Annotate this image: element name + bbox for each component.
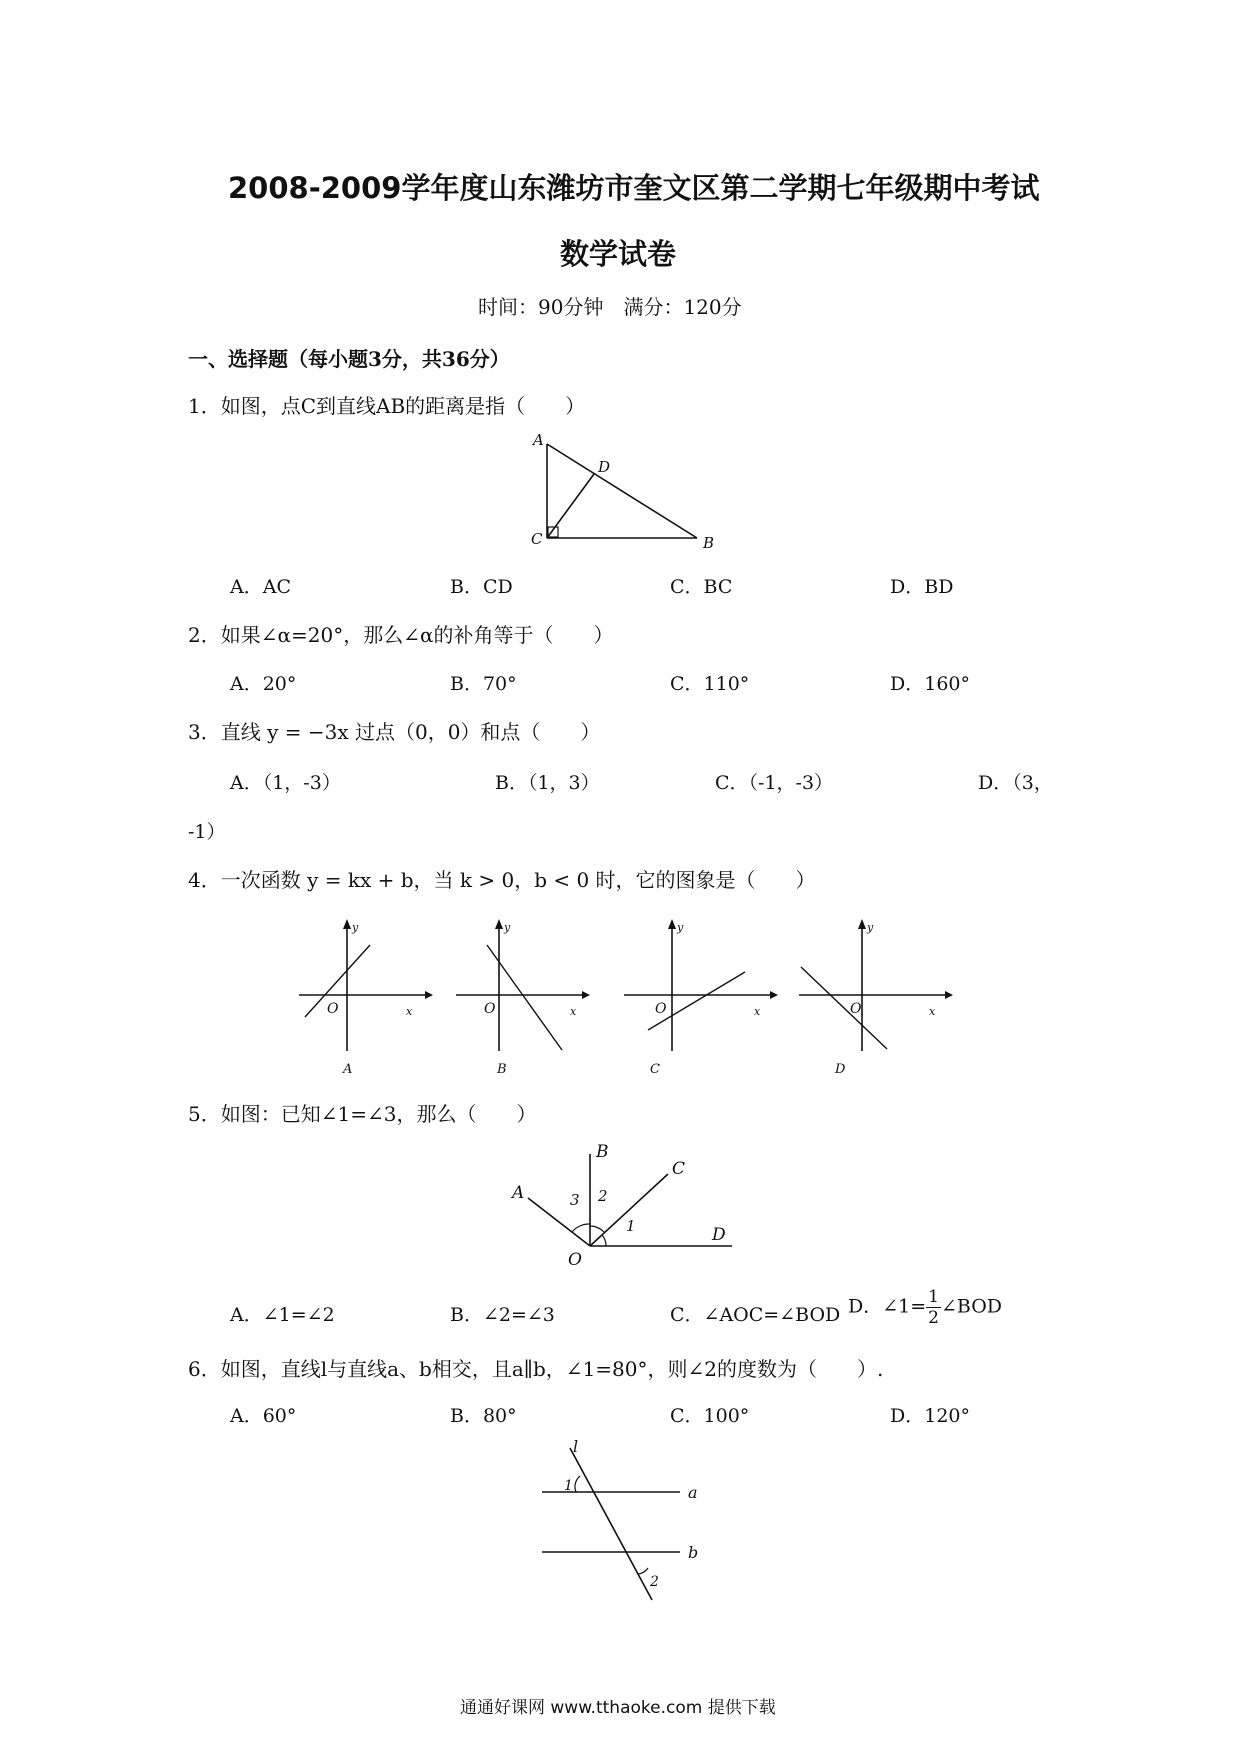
q6-angle-1: 1	[564, 1478, 573, 1494]
question-1-stem: 1．如图，点C到直线AB的距离是指（ ）	[188, 394, 586, 418]
question-6-stem: 6．如图，直线l与直线a、b相交，且a∥b，∠1=80°，则∠2的度数为（ ）.	[188, 1357, 884, 1381]
q5-option-c[interactable]: C．∠AOC=∠BOD	[670, 1304, 841, 1326]
q6-option-a[interactable]: A．60°	[230, 1405, 297, 1427]
q4d-label: D	[835, 1062, 846, 1077]
page-subtitle: 数学试卷	[560, 237, 677, 271]
q5-option-b[interactable]: B．∠2=∠3	[450, 1304, 555, 1326]
q1-label-c: C	[531, 530, 543, 548]
q4d-axis-y: y	[867, 921, 874, 934]
q5-label-a: A	[512, 1183, 525, 1203]
q5-option-d[interactable]	[848, 1287, 1002, 1328]
q6-line-l: l	[573, 1440, 579, 1456]
q5-label-b: B	[596, 1142, 609, 1162]
exam-meta: 时间：90分钟 满分：120分	[478, 295, 742, 319]
q2-option-b[interactable]: B．70°	[450, 673, 517, 695]
q3-option-d[interactable]: D．（3，	[978, 772, 1053, 794]
q6-angle-2: 2	[650, 1574, 659, 1590]
section-heading: 一、选择题（每小题3分，共36分）	[188, 347, 510, 371]
q5-frac-num: 1	[928, 1287, 939, 1307]
q1-label-a: A	[533, 431, 544, 449]
q4-graph-c[interactable]	[620, 915, 780, 1080]
q6-option-d[interactable]: D．120°	[890, 1405, 970, 1427]
q1-option-c[interactable]: C．BC	[670, 576, 733, 598]
q5-label-d: D	[712, 1225, 726, 1245]
page-title: 2008-2009学年度山东潍坊市奎文区第二学期七年级期中考试	[228, 171, 1040, 205]
q3-option-b[interactable]: B．（1，3）	[495, 772, 600, 794]
question-4-stem: 4．一次函数 y = kx + b，当 k > 0，b < 0 时，它的图象是（ ）	[188, 868, 816, 892]
q5-angle-2: 2	[598, 1187, 608, 1205]
q5-fraction	[926, 1287, 941, 1328]
q1-option-d[interactable]: D．BD	[890, 576, 954, 598]
q4a-axis-x: x	[406, 1005, 413, 1018]
q3-option-a[interactable]: A．（1，-3）	[230, 772, 341, 794]
q1-label-b: B	[703, 534, 715, 550]
q4a-origin: O	[327, 1001, 339, 1017]
q5-option-d-tail: ∠BOD	[941, 1295, 1003, 1318]
q4-graph-b[interactable]	[452, 915, 592, 1080]
question-2-stem: 2．如果∠α=20°，那么∠α的补角等于（ ）	[188, 623, 614, 647]
q6-line-b: b	[688, 1543, 699, 1562]
q5-angle-3: 3	[570, 1191, 580, 1209]
q4c-axis-x: x	[754, 1005, 761, 1018]
q4a-label: A	[343, 1062, 353, 1077]
q4d-origin: O	[850, 1001, 862, 1017]
q1-option-a[interactable]: A．AC	[230, 576, 291, 598]
q2-option-a[interactable]: A．20°	[230, 673, 297, 695]
q6-line-a: a	[688, 1483, 698, 1502]
q5-option-a[interactable]: A．∠1=∠2	[230, 1304, 335, 1326]
q5-option-d-prefix: D．∠1=	[848, 1295, 927, 1318]
q4c-label: C	[650, 1062, 660, 1077]
q4b-label: B	[497, 1062, 507, 1077]
q3-option-d-wrap: -1）	[188, 821, 226, 843]
q1-figure	[525, 430, 725, 550]
q4b-origin: O	[484, 1001, 496, 1017]
q4-graph-a[interactable]	[295, 915, 435, 1080]
q4-graph-d[interactable]	[795, 915, 955, 1080]
q4d-axis-x: x	[929, 1005, 936, 1018]
q6-option-b[interactable]: B．80°	[450, 1405, 517, 1427]
page-footer: 通通好课网 www.tthaoke.com 提供下载	[460, 1698, 776, 1718]
q5-figure	[500, 1140, 760, 1270]
q1-label-d: D	[598, 458, 611, 476]
question-5-stem: 5．如图：已知∠1=∠3，那么（ ）	[188, 1102, 537, 1126]
question-3-stem: 3．直线 y = −3x 过点（0，0）和点（ ）	[188, 720, 601, 744]
q6-figure	[530, 1440, 730, 1610]
q4c-axis-y: y	[677, 921, 684, 934]
q5-label-c: C	[672, 1159, 686, 1179]
q5-frac-den: 2	[928, 1308, 939, 1328]
q6-option-c[interactable]: C．100°	[670, 1405, 750, 1427]
q2-option-d[interactable]: D．160°	[890, 673, 970, 695]
q2-option-c[interactable]: C．110°	[670, 673, 750, 695]
q1-option-b[interactable]: B．CD	[450, 576, 513, 598]
q5-label-o: O	[568, 1250, 582, 1270]
q5-angle-1: 1	[626, 1217, 636, 1235]
q4b-axis-x: x	[570, 1005, 577, 1018]
q4a-axis-y: y	[352, 921, 359, 934]
q4c-origin: O	[655, 1001, 667, 1017]
q3-option-c[interactable]: C．（-1，-3）	[715, 772, 834, 794]
q4b-axis-y: y	[504, 921, 511, 934]
